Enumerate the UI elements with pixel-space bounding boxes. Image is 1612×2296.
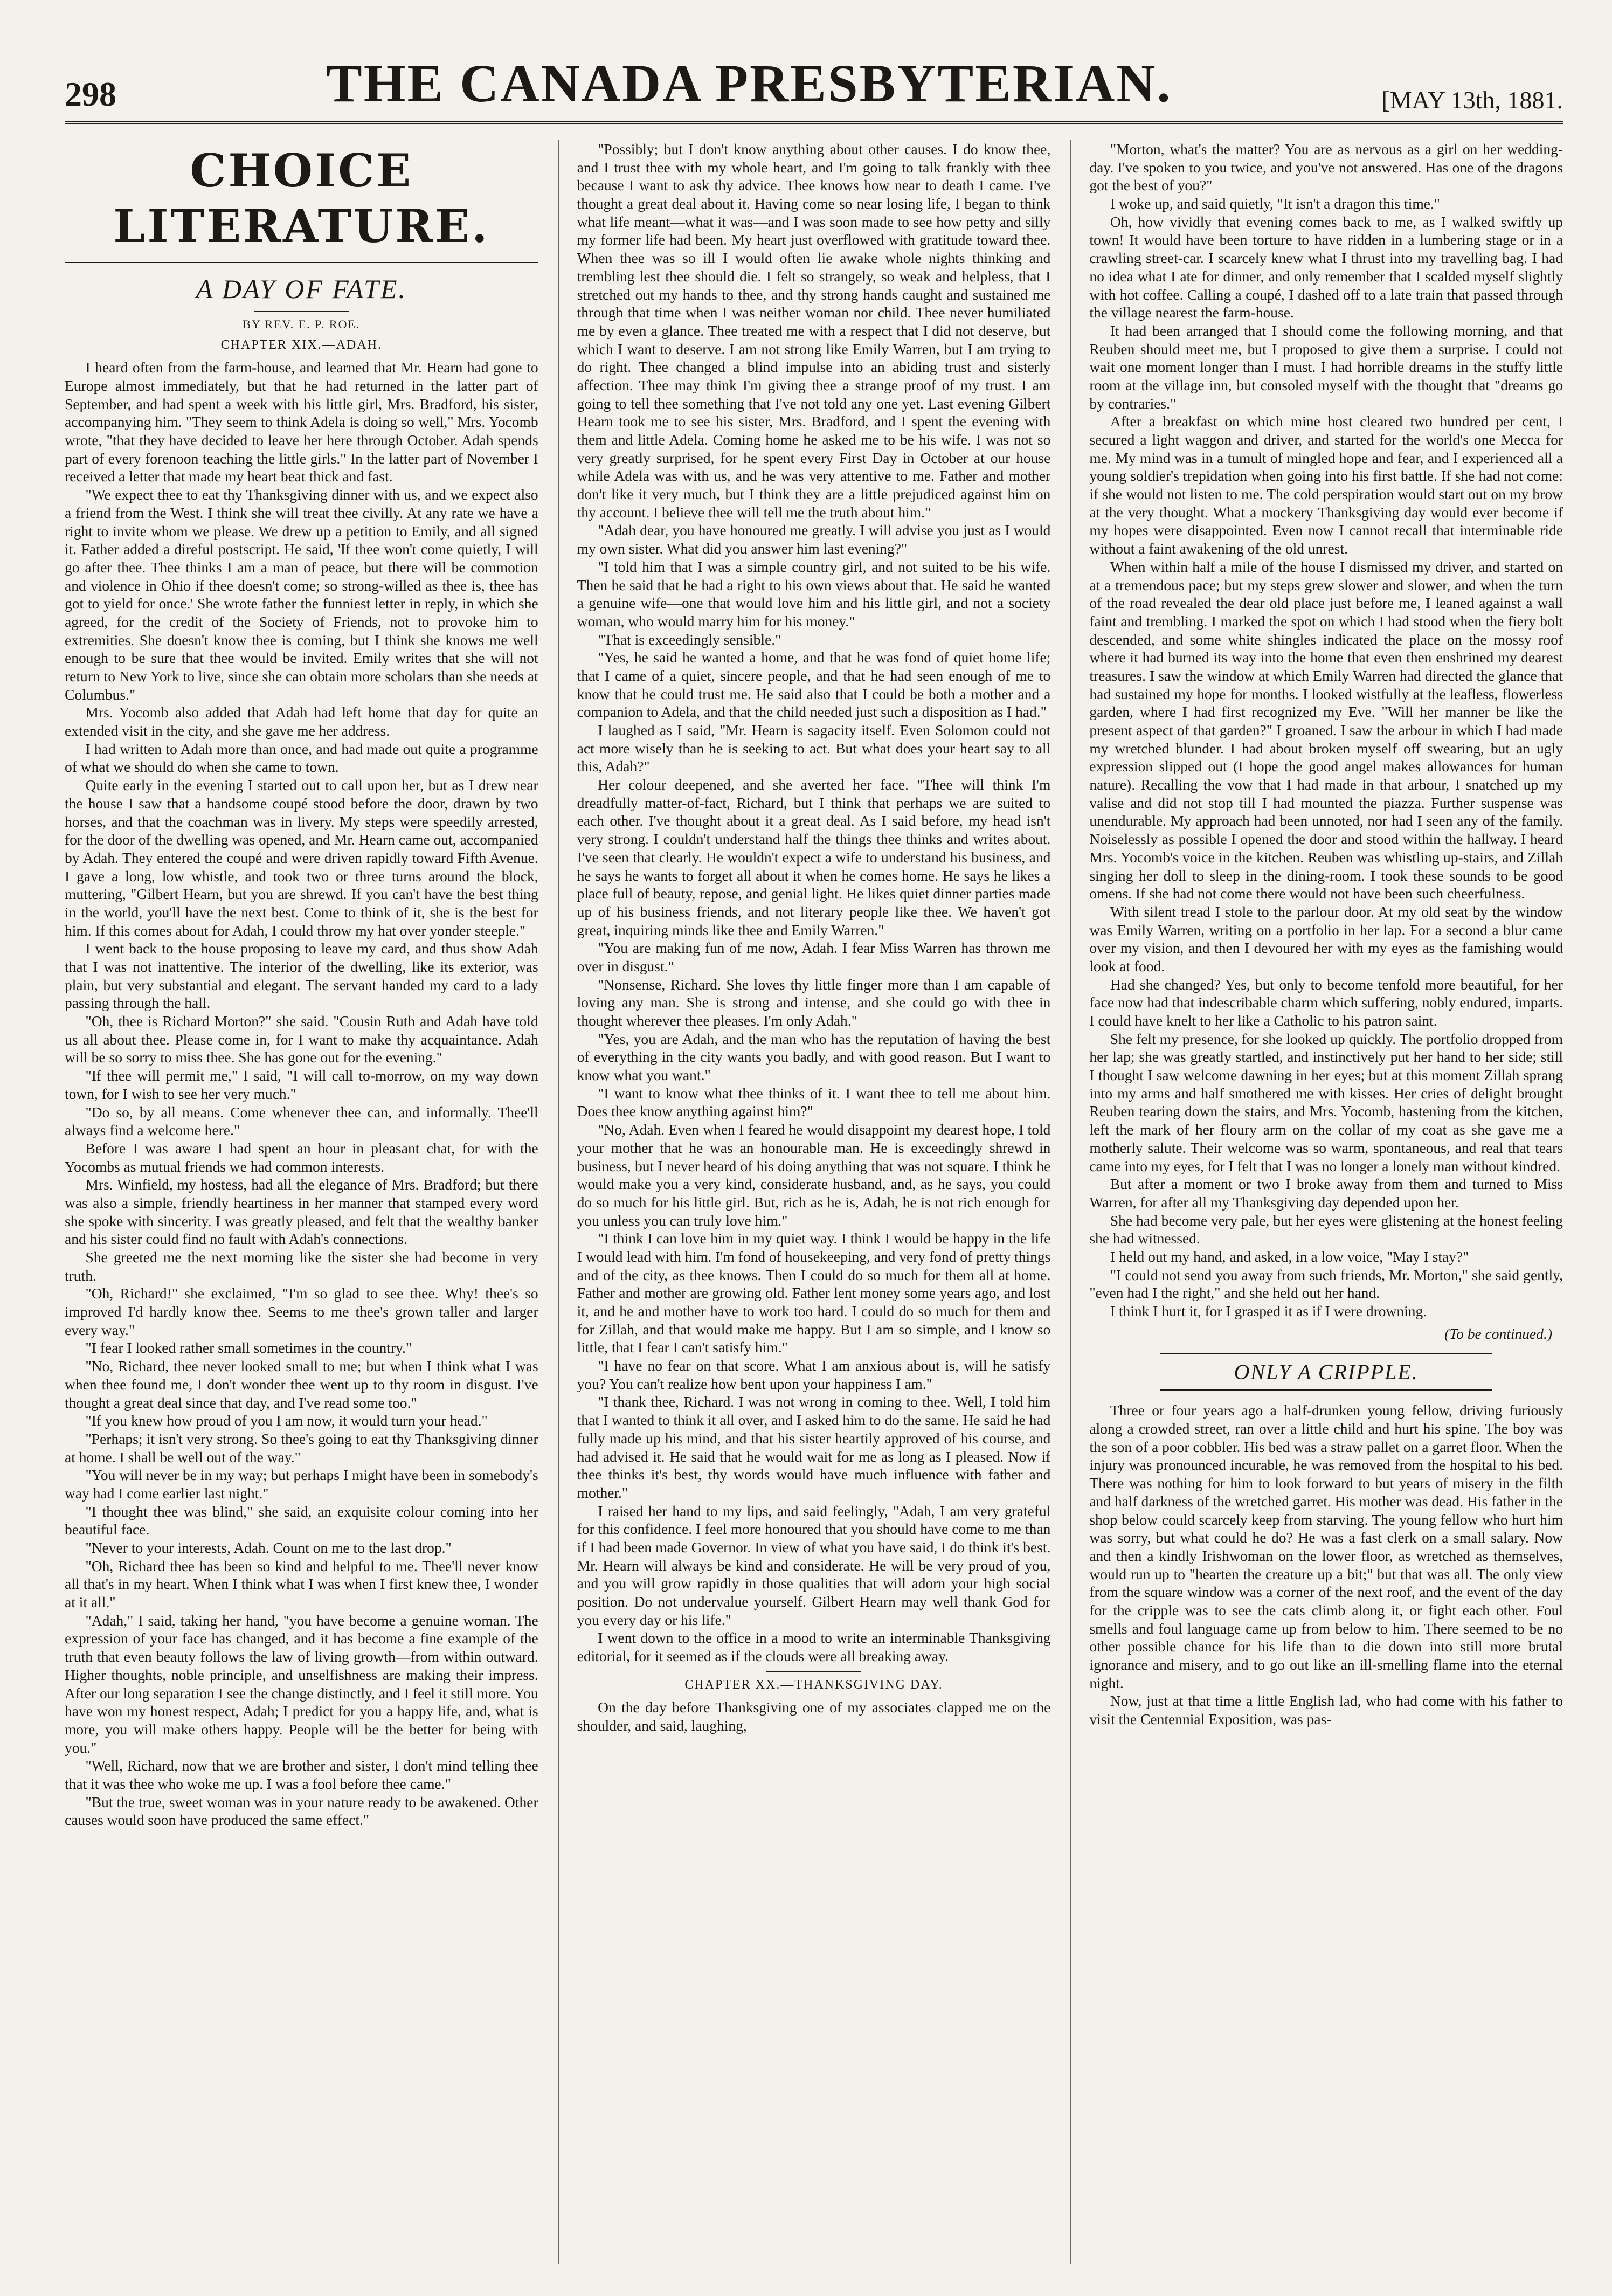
- paragraph: Oh, how vividly that evening comes back to me, as I walked swiftly up town! It would have been torture to have ridden in a lumbering stage or in a crawling street-car. I scarcely knew what I thrust into my travelling bag. I had no idea what I ate for dinner, and only remember that I scalded myself slightly with hot coffee. Calling a coupé, I dashed off to a late train that passed through the village nearest the farm-house.: [1089, 213, 1563, 321]
- divider: [254, 311, 349, 312]
- paragraph: "I told him that I was a simple country girl, and not suited to be his wife. Then he said that he had a right to his own views about that. He said he wanted a genuine wife—one that would love him and his little girl, and not a society woman, who would marry him for his money.": [577, 558, 1051, 630]
- masthead: [65, 43, 1563, 124]
- paragraph: "Well, Richard, now that we are brother and sister, I don't mind telling thee that it was thee who woke me up. I was a fool before thee came.": [65, 1757, 538, 1792]
- paragraph: When within half a mile of the house I dismissed my driver, and started on at a tremendous pace; but my steps grew slower and slower, and when the turn of the road revealed the dear old place just before me, I leaned against a wall faint and trembling. I marked the spot on which I had stood when the fiery bolt descended, and some white shingles indicated the place on the mossy roof where it had burned its way into the home that even then enshrined my dearest treasures. I saw the window at which Emily Warren had directed the glance that had sustained my hope for months. I looked wistfully at the leafless, flowerless garden, where I had first recognized my Eve. "Will her manner be like the present aspect of that garden?" I groaned. I saw the arbour in which I had made my wretched blunder. I had about broken myself off swearing, but an ugly expression slipped out (I hope the good angel makes allowances for human nature). Recalling the vow that I had made in that arbour, I snatched up my valise and did not stop till I had mounted the piazza. Further suspense was unendurable. My approach had been unnoted, nor had I seen any of the family. Noiselessly as possible I opened the door and stood within the hallway. I heard Mrs. Yocomb's voice in the kitchen. Reuben was whistling up-stairs, and Zillah singing her doll to sleep in the dining-room. I took these sounds to be good omens. If she had not come there would not have been such cheerfulness.: [1089, 558, 1563, 902]
- divider: [766, 1671, 861, 1672]
- paragraph: "Adah dear, you have honoured me greatly. I will advise you just as I would my own sister. What did you answer him last evening?": [577, 522, 1051, 557]
- paragraph: "Oh, Richard!" she exclaimed, "I'm so glad to see thee. Why! thee's so improved I'd hardly know thee. Seems to me thee's grown taller and larger every way.": [65, 1285, 538, 1338]
- paragraph: "I could not send you away from such friends, Mr. Morton," she said gently, "even had I the right," and she held out her hand.: [1089, 1266, 1563, 1302]
- paragraph: "If thee will permit me," I said, "I will call to-morrow, on my way down town, for I wish to see her very much.": [65, 1067, 538, 1102]
- paragraph: "No, Richard, thee never looked small to me; but when I think what I was when thee found me, I don't wonder thee went up to thy room in disgust. I've thought a great deal since that day, and I've read some too.": [65, 1358, 538, 1411]
- byline: BY REV. E. P. ROE.: [243, 317, 361, 331]
- paragraph: "I have no fear on that score. What I am anxious about is, will he satisfy you? You can't realize how bent upon your happiness I am.": [577, 1357, 1051, 1392]
- paragraph: "That is exceedingly sensible.": [598, 631, 781, 648]
- paragraph: "I want to know what thee thinks of it. I want thee to tell me about him. Does thee know anything against him?": [577, 1084, 1051, 1120]
- paragraph: I laughed as I said, "Mr. Hearn is sagacity itself. Even Solomon could not act more wisely than he is seeking to act. But what does your heart say to all this, Adah?": [577, 722, 1051, 775]
- newspaper-page: [65, 43, 1563, 2264]
- column-1: [65, 140, 538, 2264]
- column-1-body: [65, 358, 538, 1829]
- column-2-tail: [577, 1698, 1051, 1734]
- paragraph: "Possibly; but I don't know anything about other causes. I do know thee, and I trust thee with my whole heart, and I'm going to talk frankly with thee because I want to ask thy advice. Thee knows how near to death I came. I've thought a great deal about it. Having come so near losing life, I began to think what life meant—what it was—and I was soon made to see how petty and silly my former life had been. My heart just overflowed with gratitude toward thee. When thee was so ill I would often lie awake whole nights thinking and trembling lest thee should die. I felt so strangely, so weak and helpless, that I stretched out my hands to thee, and thy strong hands caught and sustained me through that time when I was neither woman nor child. Thee never humiliated me by even a glance. Thee treated me with a respect that I did not deserve, but which I want to deserve. I am not strong like Emily Warren, but I am trying to do right. Thee changed a blind impulse into an abiding trust and sisterly affection. Thee may think I'm giving thee a strange proof of my trust. I am going to tell thee something that I've not told any one yet. Last evening Gilbert Hearn took me to see his sister, Mrs. Bradford, and I spent the evening with them and little Adela. Coming home he asked me to be his wife. I was not so very greatly surprised, for he spent every First Day in October at our house while Adela was with us, and he was very attentive to me. Father and mother don't like it very much, but I think they are a little prejudiced against him on thy account. I believe thee will tell me the truth about him.": [577, 141, 1051, 521]
- paragraph: "I thought thee was blind," she said, an exquisite colour coming into her beautiful face.: [65, 1503, 538, 1538]
- column-2-body: [577, 140, 1051, 1665]
- paragraph: With silent tread I stole to the parlour door. At my old seat by the window was Emily Warren, writing on a portfolio in her lap. For a second a blur came over my vision, and then I devoured her with my eyes as the famishing would look at food.: [1089, 903, 1563, 974]
- paragraph: I woke up, and said quietly, "It isn't a dragon this time.": [1110, 195, 1441, 212]
- paragraph: Had she changed? Yes, but only to become tenfold more beautiful, for her face now had that indescribable charm which suffering, nobly endured, imparts. I could have knelt to her like a Catholic to his patron saint.: [1089, 976, 1563, 1029]
- paragraph: "Perhaps; it isn't very strong. So thee's going to eat thy Thanksgiving dinner at home. I shall be well out of the way.": [65, 1430, 538, 1465]
- paragraph: I had written to Adah more than once, and had made out quite a programme of what we should do when she came to town.: [65, 740, 538, 776]
- paragraph: "Morton, what's the matter? You are as nervous as a girl on her wedding-day. I've spoken to you twice, and you've not answered. Has one of the dragons got the best of you?": [1089, 141, 1563, 194]
- paragraph: Before I was aware I had spent an hour in pleasant chat, for with the Yocombs as mutual friends we had common interests.: [65, 1139, 538, 1175]
- paragraph: "Never to your interests, Adah. Count on me to the last drop.": [85, 1539, 452, 1557]
- newspaper-title: THE CANADA PRESBYTERIAN.: [326, 53, 1172, 113]
- paragraph: I heard often from the farm-house, and learned that Mr. Hearn had gone to Europe almost immediately, but that he had returned in the latter part of September, and had spent a week with his little girl, Mrs. Bradford, his sister, accompanying him. "They seem to think Adela is doing so well," Mrs. Yocomb wrote, "that they have decided to leave her here through October. Adah spends part of every forenoon teaching the little girls." In the latter part of November I received a letter that made my heart beat thick and fast.: [65, 359, 538, 485]
- paragraph: On the day before Thanksgiving one of my associates clapped me on the shoulder, and said, laughing,: [577, 1699, 1051, 1734]
- paragraph: Now, just at that time a little English lad, who had come with his father to visit the Centennial Exposition, was pas-: [1089, 1692, 1563, 1728]
- column-3: [1070, 140, 1563, 2264]
- paragraph: "I think I can love him in my quiet way. I think I would be happy in the life I would lead with him. I'm fond of housekeeping, and very fond of pretty things and of the city, as thee knows. Then I could do so much for them all at home. Father and mother are growing old. Father lent money some years ago, and lost it, and he and mother have to work too hard. I could do so much for them and for Zillah, and that would make me happy. But I am so simple, and I know so little, that I fear I can't satisfy him.": [577, 1230, 1051, 1356]
- column-2: [558, 140, 1051, 2264]
- section-heading: CHOICE LITERATURE.: [65, 143, 538, 263]
- paragraph: Quite early in the evening I started out to call upon her, but as I drew near the house I saw that a handsome coupé stood before the door, drawn by two horses, and that the coachman was in livery. My steps were speedily arrested, for the door of the dwelling was opened, and Mr. Hearn came out, accompanied by Adah. They entered the coupé and were driven rapidly toward Fifth Avenue. I gave a long, low whistle, and took two or three turns around the block, muttering, "Gilbert Hearn, but you are shrewd. If you can't have the best thing in the world, you'll have the next best. Come to think of it, she is the best for him. If this comes about for Adah, I could throw my hat over yonder steeple.": [65, 777, 538, 939]
- second-story-title: ONLY A CRIPPLE.: [1160, 1353, 1492, 1391]
- paragraph: "Yes, he said he wanted a home, and that he was fond of quiet home life; that I came of a quiet, sincere people, and that he had seen enough of me to know that he could trust me. He said also that I could be both a mother and a companion to Adela, and that the child needed just such a disposition as I had.": [577, 649, 1051, 721]
- paragraph: "Nonsense, Richard. She loves thy little finger more than I am capable of loving any man. She is strong and intense, and she could go with thee in thought wherever thee pleases. I'm only Adah.": [577, 976, 1051, 1029]
- paragraph: "Adah," I said, taking her hand, "you have become a genuine woman. The expression of your face has changed, and it has become a fine example of the truth that even beauty follows the law of living growth—from within outward. Higher thoughts, noble principle, and unselfishness are making their impress. After our long separation I see the change distinctly, and I feel it still more. You have won my honest respect, Adah; I predict for you a happy life, and, what is more, you will make others happy. People will be the better for being with you.": [65, 1612, 538, 1756]
- chapter-heading: CHAPTER XIX.—ADAH.: [220, 337, 382, 352]
- paragraph: I held out my hand, and asked, in a low voice, "May I stay?": [1110, 1248, 1469, 1265]
- paragraph: I went back to the house proposing to leave my card, and thus show Adah that I was not inattentive. The interior of the dwelling, like its exterior, was plain, but very substantial and elegant. The servant handed my card to a lady passing through the hall.: [65, 940, 538, 1012]
- paragraph: "Do so, by all means. Come whenever thee can, and informally. Thee'll always find a welcome here.": [65, 1103, 538, 1139]
- column-3-tail: [1089, 1401, 1563, 1728]
- paragraph: Three or four years ago a half-drunken young fellow, driving furiously along a crowded street, ran over a little child and hurt his spine. The boy was the son of a poor cobbler. His bed was a straw pallet on a garret floor. When the injury was pronounced incurable, he was removed from the hospital to his bed. There was nothing for him to look forward to but years of misery in the filth and half darkness of the wretched garret. His mother was dead. His father in the shop below could scarcely keep from starving. The young fellow who hurt him was sorry, but what could he do? He was a fast clerk on a small salary. Now and then a kindly Irishwoman on the lower floor, as wretched as themselves, would run up to "hearten the creature up a bit;" but that was all. The only view from the square window was a corner of the next roof, and the event of the day for the cripple was to see the cats climb along it, or fight each other. Foul smells and foul language came up from below to him. There seemed to be no other possible chance for his life than to die down into still more brutal ignorance and misery, and to go out like an ill-smelling flame into the eternal night.: [1089, 1402, 1563, 1691]
- paragraph: "Oh, thee is Richard Morton?" she said. "Cousin Ruth and Adah have told us all about thee. Please come in, for I want to make thy acquaintance. Adah will be so sorry to miss thee. She has gone out for the evening.": [65, 1013, 538, 1066]
- continued-note: (To be continued.): [1444, 1325, 1553, 1342]
- paragraph: Mrs. Winfield, my hostess, had all the elegance of Mrs. Bradford; but there was also a simple, friendly heartiness in her manner that stamped every word she spoke with sincerity. I was greatly pleased, and felt that the wealthy banker and his sister could find no fault with Adah's connections.: [65, 1176, 538, 1248]
- story-title: A DAY OF FATE.: [196, 273, 407, 304]
- paragraph: But after a moment or two I broke away from them and turned to Miss Warren, for after all my Thanksgiving day depended upon her.: [1089, 1175, 1563, 1211]
- paragraph: Mrs. Yocomb also added that Adah had left home that day for quite an extended visit in the city, and she gave me her address.: [65, 704, 538, 739]
- paragraph: "I thank thee, Richard. I was not wrong in coming to thee. Well, I told him that I wanted to think it all over, and I asked him to do the same. He said he had fully made up his mind, and that his sister heartily approved of his course, and had advised it. He said that he would wait for me as long as I pleased. Now if thee thinks it's best, thy words would have much influence with father and mother.": [577, 1393, 1051, 1501]
- paragraph: It had been arranged that I should come the following morning, and that Reuben should meet me, but I proposed to give them a surprise. I could not wait one moment longer than I must. I had horrible dreams in the stuffy little room at the village inn, but consoled myself with the thought that "dreams go by contraries.": [1089, 322, 1563, 412]
- paragraph: "We expect thee to eat thy Thanksgiving dinner with us, and we expect also a friend from the West. I think she will treat thee civilly. At any rate we have a right to invite whom we please. We drew up a petition to Emily, and all signed it. Father added a direful postscript. He said, 'If thee won't come quietly, I will go after thee. Thee thinks I am a man of peace, but there will be commotion and violence in Ohio if thee doesn't come; so strong-willed as thee is, thee has got to yield for once.' She wrote father the funniest letter in reply, in which she agreed, for the credit of the Society of Friends, not to provoke him to extremities. She doesn't know thee is coming, but I think she knows me well enough to be sure that thee would be invited. Emily writes that she will not return to New York to live, since she can obtain more scholars than she needs at Columbus.": [65, 486, 538, 703]
- text-columns: [65, 140, 1563, 2264]
- chapter-xx-heading: CHAPTER XX.—THANKSGIVING DAY.: [684, 1677, 943, 1692]
- paragraph: Her colour deepened, and she averted her face. "Thee will think I'm dreadfully matter-of-fact, Richard, but I think that perhaps we are suited to each other. I've thought about it a great deal. As I said before, my head isn't very strong. I couldn't understand half the things thee thinks and writes about. I've seen that clearly. He wouldn't expect a wife to understand his business, and he says he wants to forget all about it when he comes home. He says he likes a place full of beauty, repose, and genial light. He likes quiet dinner parties made up of his business friends, and not literary people like thee. We haven't got great, inquiring minds like thee and Emily Warren.": [577, 776, 1051, 938]
- page-number: 298: [65, 75, 116, 113]
- paragraph: I think I hurt it, for I grasped it as if I were drowning.: [1110, 1303, 1427, 1319]
- paragraph: I raised her hand to my lips, and said feelingly, "Adah, I am very grateful for this confidence. I feel more honoured that you should have come to me than if I had been made Governor. In view of what you have said, I do think it's best. Mr. Hearn will always be kind and considerate. He will be very proud of you, and you will grow rapidly in those qualities that will adorn your high social position. Do not undervalue yourself. Gilbert Hearn may well thank God for you every day or his life.": [577, 1502, 1051, 1628]
- issue-date: [MAY 13th, 1881.: [1381, 86, 1563, 114]
- paragraph: "If you knew how proud of you I am now, it would turn your head.": [85, 1412, 488, 1429]
- paragraph: "You will never be in my way; but perhaps I might have been in somebody's way had I come earlier last night.": [65, 1467, 538, 1502]
- column-3-body: [1089, 140, 1563, 1320]
- paragraph: "Yes, you are Adah, and the man who has the reputation of having the best of everything in the city wants you badly, and with good reason. But I want to know what you want.": [577, 1030, 1051, 1084]
- paragraph: I went down to the office in a mood to write an interminable Thanksgiving editorial, for it seemed as if the clouds were all breaking away.: [577, 1629, 1051, 1665]
- paragraph: She greeted me the next morning like the sister she had become in very truth.: [65, 1249, 538, 1284]
- paragraph: "You are making fun of me now, Adah. I fear Miss Warren has thrown me over in disgust.": [577, 939, 1051, 974]
- paragraph: She had become very pale, but her eyes were glistening at the honest feeling she had witnessed.: [1089, 1212, 1563, 1247]
- paragraph: "No, Adah. Even when I feared he would disappoint my dearest hope, I told your mother that he was an honourable man. He is exceedingly shrewd in business, but I never heard of his doing anything that was not square. I think he would make you a very kind, considerate husband, and, as he says, you could do so much for his little girl. But, rich as he is, Adah, he is not rich enough for you unless you can truly love him.": [577, 1121, 1051, 1229]
- paragraph: "I fear I looked rather small sometimes in the country.": [85, 1339, 412, 1357]
- paragraph: "Oh, Richard thee has been so kind and helpful to me. Thee'll never know all that's in my heart. When I think what I was when I first knew thee, I wonder at it all.": [65, 1557, 538, 1611]
- paragraph: She felt my presence, for she looked up quickly. The portfolio dropped from her lap; she was greatly startled, and instinctively put her hand to her side; still I thought I saw welcome dawning in her eyes; but at this moment Zillah sprang into my arms and half smothered me with kisses. Her cries of delight brought Reuben tearing down the stairs, and Mrs. Yocomb, hastening from the kitchen, left the mark of her floury arm on the collar of my coat as she gave me a motherly salute. Their welcome was so warm, spontaneous, and real that tears came into my eyes, for I felt that I was no longer a lonely man without kindred.: [1089, 1030, 1563, 1174]
- paragraph: "But the true, sweet woman was in your nature ready to be awakened. Other causes would soon have produced the same effect.": [65, 1793, 538, 1829]
- paragraph: After a breakfast on which mine host cleared two hundred per cent, I secured a light waggon and driver, and started for the world's one Mecca for me. My mind was in a tumult of mingled hope and fear, and I experienced all a young soldier's trepidation when going into his first battle. If she had not come: if she would not listen to me. The cold perspiration would start out on my brow at the very thought. What a mockery Thanksgiving day would ever become if my hopes were disappointed. Even now I cannot recall that interminable ride without a faint awakening of the old unrest.: [1089, 413, 1563, 557]
